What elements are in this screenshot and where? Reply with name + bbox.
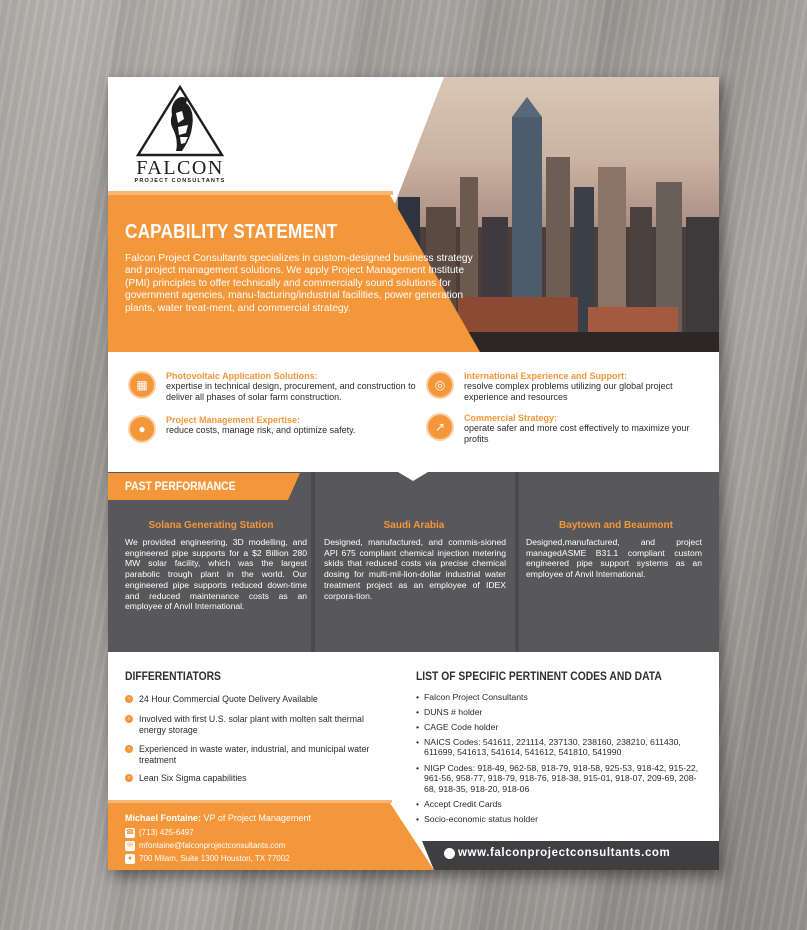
project-desc: We provided engineering, 3D modelling, and engineered pipe supports for a $2 Billion 280 MW solar facility, which was the largest parabolic trough plant in the world. Our engineered pipe supports reduced down-time and reduced maintenance costs as an employee of Anvil International. bbox=[125, 537, 307, 612]
service-title: Project Management Expertise: bbox=[166, 415, 301, 425]
website-link[interactable]: www.falconprojectconsultants.com bbox=[458, 847, 671, 859]
column-divider bbox=[311, 472, 315, 652]
past-performance-title: PAST PERFORMANCE bbox=[125, 479, 236, 493]
logo-name: FALCON bbox=[136, 157, 224, 179]
codes-title: LIST OF SPECIFIC PERTINENT CODES AND DATA bbox=[416, 669, 662, 683]
project-desc: Designed, manufactured, and commis-sioned API 675 compliant chemical injection metering skids that reduced costs via precise chemical dosing for multi-mil-lion-dollar industrial water treatment project as an employee of IDEX corpora-tion. bbox=[324, 537, 506, 601]
service-title: International Experience and Support: bbox=[464, 371, 628, 381]
service-desc: reduce costs, manage risk, and optimize safety. bbox=[166, 425, 356, 435]
code-item: • NIGP Codes: 918-49, 962-58, 918-79, 918-58, 925-53, 918-42, 915-22, 961-56, 958-77, 918-79, 918-76, 918-38, 915-01, 918-07, 209-69, 208-68, 918-35, 918-20, 918-06 bbox=[416, 763, 699, 794]
logo-area bbox=[108, 77, 438, 195]
capability-body: Falcon Project Consultants specializes in custom-designed business strategy and project management solutions. We apply Project Management Institute (PMI) principles to offer technically and commercially sound solutions for government agencies, manu-facturing/industrial facilities, power generation plants, water treat-ment, and commercial strategy. bbox=[125, 253, 473, 314]
phone-icon: ☎ bbox=[125, 829, 135, 836]
falcon-logo-icon bbox=[136, 85, 224, 159]
differentiator-item: › Lean Six Sigma capabilities bbox=[125, 773, 390, 784]
solar-panel-icon: ▦ bbox=[128, 371, 156, 399]
growth-chart-icon: ↗ bbox=[426, 413, 454, 441]
team-icon: ● bbox=[128, 415, 156, 443]
code-item: • DUNS # holder bbox=[416, 707, 483, 717]
contact-address: ● 700 Milam, Suite 1300 Houston, TX 77002 bbox=[125, 854, 290, 863]
code-item: • Socio-economic status holder bbox=[416, 814, 538, 824]
project-name: Baytown and Beaumont bbox=[559, 520, 673, 531]
service-title: Photovoltaic Application Solutions: bbox=[166, 371, 318, 381]
differentiator-item: › 24 Hour Commercial Quote Delivery Available bbox=[125, 694, 390, 705]
code-item: • Accept Credit Cards bbox=[416, 799, 502, 809]
differentiator-item: › Involved with first U.S. solar plant with molten salt thermal energy storage bbox=[125, 714, 390, 735]
chevron-right-icon: › bbox=[125, 774, 133, 782]
globe-icon bbox=[444, 848, 455, 859]
service-title: Commercial Strategy: bbox=[464, 413, 558, 423]
orange-accent-line bbox=[108, 191, 393, 195]
email-icon: ✉ bbox=[125, 841, 135, 851]
contact-name: Michael Fontaine: VP of Project Management bbox=[125, 813, 311, 823]
project-desc: Designed,manufactured, and project managedASME B31.1 compliant custom engineered pipe support systems as an employee of Anvil International. bbox=[526, 537, 702, 580]
section-notch bbox=[398, 472, 428, 481]
code-item: • Falcon Project Consultants bbox=[416, 692, 528, 702]
globe-icon: ◎ bbox=[426, 371, 454, 399]
service-desc: resolve complex problems utilizing our global project experience and resources bbox=[464, 381, 673, 402]
logo-subtitle: PROJECT CONSULTANTS bbox=[134, 178, 226, 184]
capability-title: CAPABILITY STATEMENT bbox=[125, 221, 338, 243]
differentiators-title: DIFFERENTIATORS bbox=[125, 669, 221, 683]
service-desc: expertise in technical design, procurement, and construction to deliver all phases of solar farm construction. bbox=[166, 381, 416, 402]
project-name: Solana Generating Station bbox=[148, 520, 274, 531]
chevron-right-icon: › bbox=[125, 695, 133, 703]
chevron-right-icon: › bbox=[125, 715, 133, 723]
project-name: Saudi Arabia bbox=[383, 520, 445, 531]
location-pin-icon: ● bbox=[125, 854, 135, 864]
capability-statement-flyer bbox=[108, 77, 719, 870]
contact-email[interactable]: ✉ mfontaine@falconprojectconsultants.com bbox=[125, 841, 285, 850]
differentiator-item: › Experienced in waste water, industrial, and municipal water treatment bbox=[125, 744, 390, 765]
code-item: • CAGE Code holder bbox=[416, 722, 499, 732]
contact-phone[interactable]: ☎ (713) 425-6497 bbox=[125, 828, 194, 837]
service-desc: operate safer and more cost effectively to maximize your profits bbox=[464, 423, 690, 444]
code-item: • NAICS Codes: 541611, 221114, 237130, 238160, 238210, 611430, 611699, 541613, 541614, 541612, 541810, 541990 bbox=[416, 737, 681, 758]
chevron-right-icon: › bbox=[125, 745, 133, 753]
column-divider bbox=[515, 472, 519, 652]
orange-accent-line bbox=[108, 800, 392, 803]
